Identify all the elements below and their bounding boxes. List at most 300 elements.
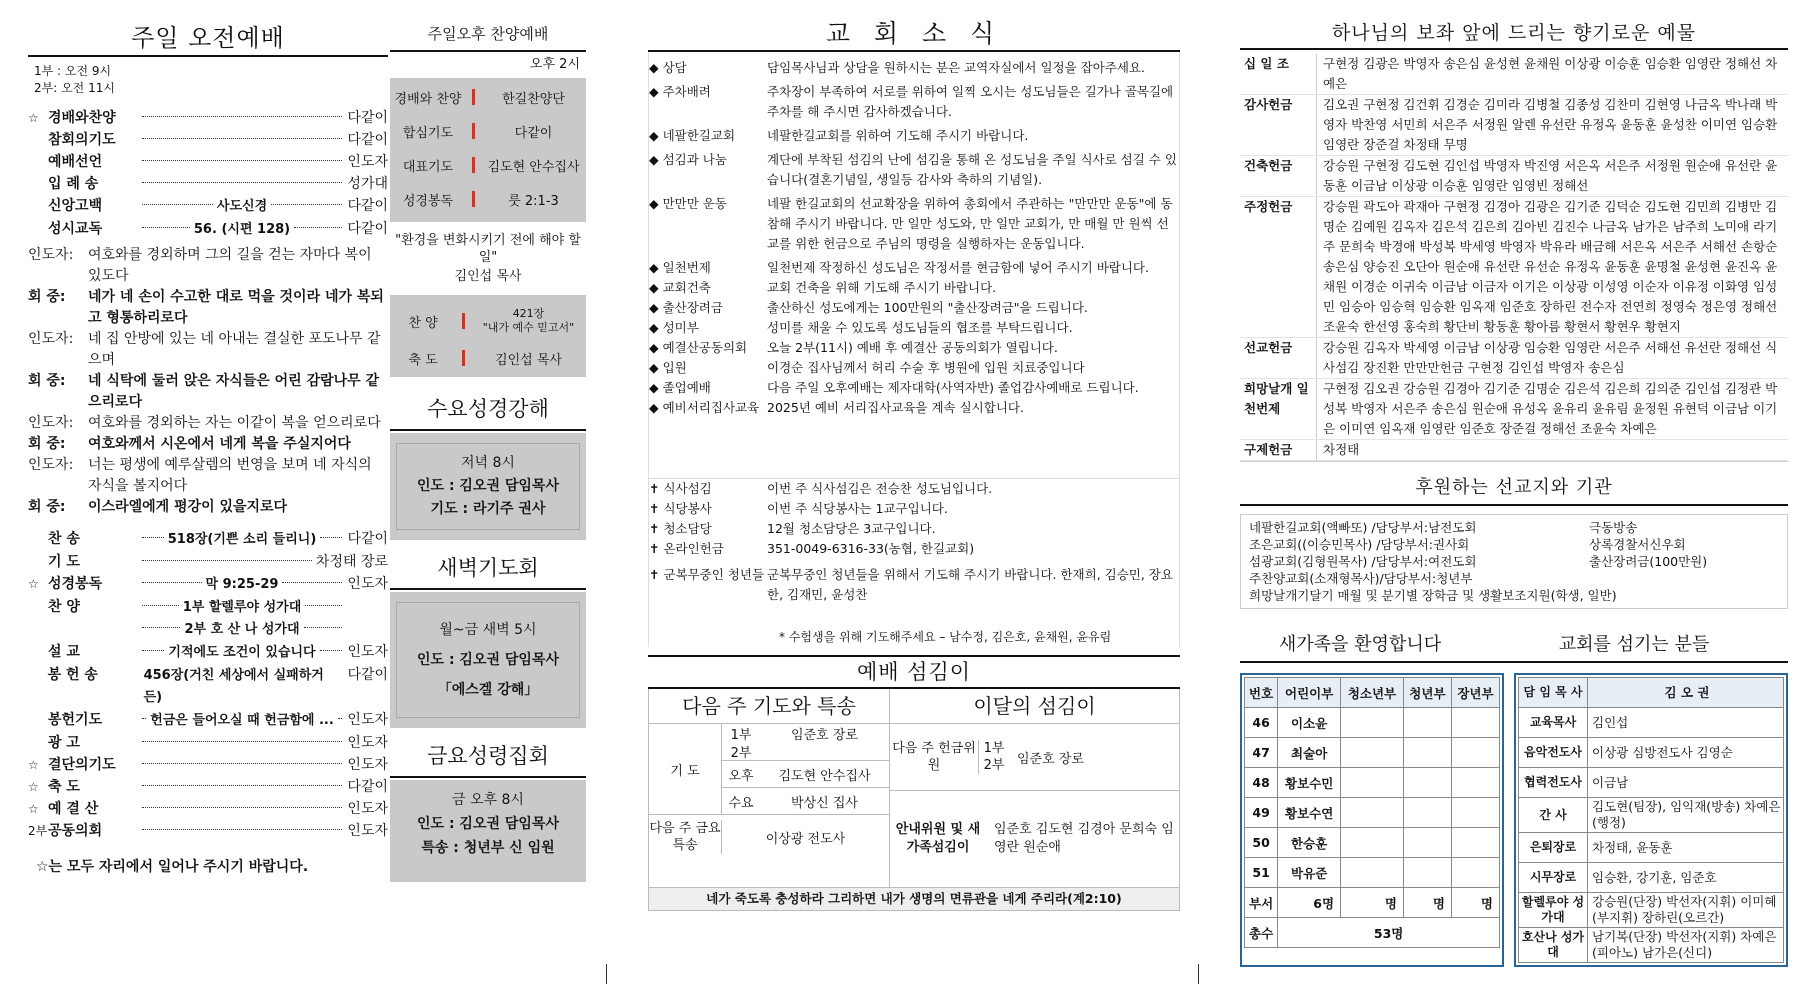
offering-row (1240, 54, 1788, 95)
empty-cell (1451, 768, 1499, 798)
divider-bar (472, 89, 475, 105)
service-item (649, 565, 1179, 605)
servant-names: 강승원(단장) 박선자(지휘) 이미혜(부지휘) 장하린(오르간) (1588, 893, 1784, 928)
dawn-leader: 인도 : 김오권 담임목사 (417, 652, 559, 668)
service-text: 군복무중인 청년들을 위해서 기도해 주시기 바랍니다. 한재희, 김승민, 장요한, 김재민, 윤성찬 (767, 567, 1173, 602)
fri-leader: 인도 : 김오권 담임목사 (417, 816, 559, 832)
time-2: 2부: 오전 11시 (34, 81, 115, 95)
dot-leader (142, 560, 312, 561)
service-item (649, 539, 1179, 559)
dot-leader (142, 718, 146, 719)
dot-leader (271, 204, 342, 205)
wed-leader: 인도 : 김오권 담임목사 (417, 478, 559, 494)
order-row (28, 754, 388, 776)
order-label: 찬 송 (48, 531, 80, 547)
empty-cell (1403, 768, 1451, 798)
news-title: 교 회 소 식 (648, 18, 1180, 52)
fri-special-label: 다음 주 금요특송 (649, 821, 721, 853)
order-row (28, 776, 388, 798)
guide-members: 임준호 김도현 김경아 문희숙 임영란 원순애 (994, 822, 1174, 855)
offering-type: 건축헌금 (1244, 158, 1293, 173)
news-spacer (649, 418, 1179, 478)
row-number: 51 (1245, 858, 1278, 888)
news-text: 네팔 한길교회의 선교확장을 위하여 총회에서 주관하는 "만만만 운동"에 동참해 주시기 바랍니다. 만 일만 성도와, 만 일만 교회가, 만 매월 만 원씩 선교를 위한 헌금으로 주님의 명령을 실행하자는 운동입니다. (767, 196, 1173, 251)
bible-verse: 네가 죽도록 충성하라 그리하면 내가 생명의 면류관을 네게 주리라(계2:10) (649, 887, 1179, 910)
dot-leader (142, 605, 179, 606)
support-item: 상록경찰서신우회 (1589, 537, 1686, 552)
order-leader: 인도자 (347, 823, 388, 839)
dawn-time: 월~금 새벽 5시 (439, 622, 537, 638)
order-row (28, 151, 388, 173)
order-label: 찬 양 (48, 599, 80, 615)
afternoon-label: 성경봉독 (402, 193, 454, 209)
standing-note: ☆는 모두 자리에서 일어나 주시기 바랍니다. (36, 859, 309, 875)
reading-speaker: 회 중: (28, 499, 66, 515)
news-item (649, 278, 1179, 298)
dot-leader (142, 227, 190, 228)
offering-names: 구현정 김광은 박영자 송은심 윤성현 윤채원 이상광 이승훈 임승환 임영란 정해선 차예은 (1316, 54, 1788, 94)
afternoon-order (390, 78, 586, 377)
guide-label: 안내위원 및 새가족섬김이 (895, 822, 981, 855)
newcomer-name: 황보수민 (1278, 768, 1341, 798)
row-number: 47 (1245, 738, 1278, 768)
order-label: 축 도 (48, 779, 80, 795)
reading-text: 여호와를 경외하며 그의 길을 걷는 자마다 복이 있도다 (88, 247, 372, 284)
reading-text: 여호와를 경외하는 자는 이같이 복을 얻으리로다 (88, 415, 381, 431)
offering-row (1240, 440, 1788, 461)
order-marker: ☆ (28, 111, 39, 125)
servant-role: 시무장로 (1519, 863, 1588, 893)
offering-committee-label: 다음 주 헌금위원 (892, 741, 976, 773)
news-item (649, 338, 1179, 358)
afternoon-value: 룻 2:1-3 (508, 193, 559, 209)
servant-row (1519, 893, 1784, 928)
empty-cell (1403, 738, 1451, 768)
prayer-person: 김도현 안수집사 (778, 768, 871, 784)
responsive-reading (28, 245, 388, 518)
prayer-request: * 수험생을 위해 기도해주세요 – 남수정, 김은호, 윤채원, 윤유림 (779, 630, 1112, 644)
empty-cell (1403, 858, 1451, 888)
fri-special: 특송 : 청년부 신 임원 (421, 840, 555, 856)
order-leader: 인도자 (347, 757, 388, 773)
servant-names: 남기복(단장) 박선자(지휘) 차예은(피아노) 남가은(신디) (1588, 928, 1784, 963)
servants-box (1514, 673, 1788, 967)
news-item (649, 126, 1179, 146)
servant-row (1519, 928, 1784, 963)
total-label: 총수 (1245, 918, 1278, 948)
reading-text: 너는 평생에 예루살렘의 번영을 보며 네 자식의 자식을 볼지어다 (88, 457, 372, 494)
prayer-row (722, 761, 889, 788)
divider-bar (462, 350, 465, 366)
news-label: ◆ 상담 (649, 60, 687, 75)
hymn-label: 찬 양 (408, 315, 438, 331)
table-row (1245, 738, 1500, 768)
news-label: ◆ 섬김과 나눔 (649, 152, 727, 167)
order-leader: 성가대 (347, 176, 388, 192)
reading-line (28, 413, 388, 434)
next-prayer-title: 다음 주 기도와 특송 (649, 689, 890, 723)
reading-speaker: 회 중: (28, 289, 66, 305)
afternoon-value: 다같이 (514, 125, 553, 141)
service-label: ✝ 청소담당 (649, 521, 712, 536)
sum-value: 명 (1403, 888, 1451, 918)
news-item (649, 318, 1179, 338)
offering-names: 강승원 김옥자 박세영 이금남 이상광 임승환 임영란 서은주 서해선 유선란 정해선 식사섬김 장진환 만만만헌금 구현정 김인섭 박영자 송은심 (1316, 338, 1788, 378)
offering-row (1240, 379, 1788, 440)
news-text: 주차장이 부족하여 서로를 위하여 일찍 오시는 성도님들은 길가나 골목길에 주차를 해 주시면 감사하겠습니다. (767, 84, 1174, 119)
news-item (649, 398, 1179, 418)
order-label: 성시교독 (48, 221, 103, 237)
order-detail: 518장(기쁜 소리 들리니) (167, 532, 317, 547)
empty-cell (1341, 858, 1404, 888)
blessing-label: 축 도 (408, 352, 438, 368)
offering-committee: 임준호 장로 (1017, 751, 1084, 767)
support-row (1249, 536, 1779, 553)
reading-speaker: 인도자: (28, 247, 74, 263)
prayer-part: 1부 (730, 727, 752, 743)
friday-box (390, 780, 586, 882)
order-row (28, 195, 388, 218)
offering-type: 선교헌금 (1244, 340, 1293, 355)
offering-names: 강승원 구현정 김도현 김인섭 박영자 박진영 서은옥 서은주 서정원 원순애 유선란 윤동훈 이금남 이상광 이승훈 임영란 임영빈 정해선 (1316, 156, 1788, 196)
servants-title: 교회를 섬기는 분들 (1558, 634, 1710, 655)
order-label: 공동의회 (48, 823, 103, 839)
afternoon-row (390, 148, 586, 182)
dot-leader (142, 160, 342, 161)
empty-cell (1451, 708, 1499, 738)
prayer-part: 2부 (730, 745, 752, 761)
order-row (28, 619, 388, 641)
prayer-row (722, 742, 889, 761)
order-label: 입 례 송 (48, 176, 99, 192)
order-label: 설 교 (48, 644, 80, 660)
reading-text: 여호와께서 시온에서 네게 복을 주실지어다 (88, 436, 351, 452)
offering-type: 감사헌금 (1244, 97, 1293, 112)
servant-row (1519, 678, 1784, 708)
wednesday-title: 수요성경강해 (390, 389, 586, 431)
divider-bar (472, 157, 475, 173)
dawn-series: 「에스겔 강해」 (437, 682, 539, 698)
news-label: ◆ 출산장려금 (649, 300, 723, 315)
divider-bar (472, 191, 475, 207)
service-times (28, 63, 388, 97)
newcomer-name: 박유준 (1278, 858, 1341, 888)
table-row (1245, 798, 1500, 828)
newcomer-name: 황보수연 (1278, 798, 1341, 828)
reading-line (28, 329, 388, 371)
table-header: 청년부 (1403, 678, 1451, 708)
servant-role: 호산나 성가대 (1519, 928, 1588, 963)
order-label: 결단의기도 (48, 757, 116, 773)
newcomer-name: 최술아 (1278, 738, 1341, 768)
hymn-name: "내가 예수 믿고서" (482, 321, 575, 334)
service-label: ✝ 식당봉사 (649, 501, 712, 516)
support-title: 후원하는 선교지와 기관 (1240, 472, 1788, 506)
order-label: 봉헌기도 (48, 712, 103, 728)
reading-text: 네 식탁에 둘러 앉은 자식들은 어린 감람나무 같으리로다 (88, 373, 380, 410)
offering-row (1240, 338, 1788, 379)
prayer-part: 오후 (728, 768, 754, 784)
offering-parts: 1부 2부 (978, 740, 1009, 774)
order-row (28, 664, 388, 709)
news-item (649, 298, 1179, 318)
servant-role: 교육목사 (1519, 708, 1588, 738)
news-label: ◆ 졸업예배 (649, 380, 711, 395)
newcomer-table (1244, 677, 1500, 948)
servants-table (648, 689, 1180, 911)
prayer-person: 박상신 집사 (791, 795, 858, 811)
news-label: ◆ 일천번제 (649, 260, 711, 275)
empty-cell (1403, 708, 1451, 738)
dot-leader (142, 785, 342, 786)
news-text: 출산하신 성도에게는 100만원의 "출산장려금"을 드립니다. (767, 300, 1088, 315)
empty-cell (1403, 828, 1451, 858)
dot-leader (320, 650, 342, 651)
servants-list (1518, 677, 1784, 963)
table-row (1245, 828, 1500, 858)
afternoon-row (390, 114, 586, 148)
news-label: ◆ 예비서리집사교육 (649, 400, 760, 415)
order-leader: 인도자 (347, 154, 388, 170)
order-row (28, 129, 388, 151)
empty-cell (1341, 768, 1404, 798)
support-item: 조은교회((이승민목사) /담당부서:권사회 (1249, 537, 1470, 552)
order-label: 성경봉독 (48, 576, 103, 592)
sermon-title: "환경을 변화시키기 전에 해야 할 일" (395, 233, 581, 265)
news-label: ◆ 성미부 (649, 320, 699, 335)
empty-cell (1403, 798, 1451, 828)
news-body (648, 52, 1180, 647)
blessing-value: 김인섭 목사 (495, 352, 562, 368)
total-value: 53명 (1278, 918, 1500, 948)
dot-leader (338, 718, 342, 719)
order-leader: 인도자 (347, 644, 389, 660)
order-marker: ☆ (28, 802, 39, 816)
fri-special-value: 이상광 전도사 (765, 831, 846, 847)
dot-leader (142, 763, 342, 764)
dawn-title: 새벽기도회 (390, 548, 586, 590)
offering-type: 구제헌금 (1244, 442, 1293, 457)
service-label: ✝ 온라인헌금 (649, 541, 724, 556)
empty-cell (1341, 798, 1404, 828)
service-item (649, 499, 1179, 519)
prayer-row (722, 788, 889, 814)
order-row (28, 798, 388, 820)
order-leader: 인도자 (347, 576, 388, 592)
order-label: 신앙고백 (48, 198, 103, 214)
prayer-person: 임준호 장로 (791, 727, 858, 743)
sum-value: 6명 (1278, 888, 1341, 918)
servant-role: 할렐루야 성가대 (1519, 893, 1588, 928)
order-marker: ☆ (28, 780, 39, 794)
order-leader: 인도자 (347, 735, 388, 751)
offering-row (1240, 197, 1788, 338)
reading-speaker: 인도자: (28, 457, 74, 473)
dot-leader (142, 537, 164, 538)
support-item: 네팔한길교회(액빠또) /담당부서:남전도회 (1249, 520, 1477, 535)
table-header: 청소년부 (1341, 678, 1404, 708)
order-row (28, 641, 388, 664)
newcomer-name: 이소윤 (1278, 708, 1341, 738)
order-row (28, 573, 388, 596)
empty-cell (1451, 828, 1499, 858)
offering-type: 십 일 조 (1244, 56, 1289, 71)
newcomer-box (1240, 673, 1504, 967)
empty-cell (1341, 738, 1404, 768)
support-row (1249, 587, 1779, 604)
afternoon-row (390, 80, 586, 114)
order-leader: 인도자 (347, 712, 388, 728)
month-servants-title: 이달의 섬김이 (973, 694, 1096, 718)
order-label: 참회의기도 (48, 132, 116, 148)
reading-speaker: 인도자: (28, 331, 74, 347)
servant-names: 임승환, 강기훈, 임준호 (1588, 863, 1784, 893)
row-number: 49 (1245, 798, 1278, 828)
support-row (1249, 519, 1779, 536)
empty-cell (1451, 798, 1499, 828)
servant-names: 김도현(팀장), 임익재(방송) 차예은(행정) (1588, 798, 1784, 833)
news-text: 오늘 2부(11시) 예배 후 예결산 공동의회가 열립니다. (767, 340, 1058, 355)
servant-names: 이상광 심방전도사 김영순 (1588, 738, 1784, 768)
reading-speaker: 회 중: (28, 373, 66, 389)
table-row (1245, 858, 1500, 888)
news-text: 담임목사님과 상담을 원하시는 분은 교역자실에서 일정을 잡아주세요. (767, 60, 1145, 75)
sum-value: 명 (1341, 888, 1404, 918)
news-item (649, 378, 1179, 398)
order-row (28, 732, 388, 754)
afternoon-value: 김도현 안수집사 (487, 159, 580, 175)
order-row (28, 820, 388, 842)
reading-line (28, 287, 388, 329)
news-text: 네팔한길교회를 위하여 기도해 주시기 바랍니다. (767, 128, 1029, 143)
order-label: 경배와찬양 (48, 110, 116, 126)
service-text: 12월 청소담당은 3교구입니다. (767, 521, 936, 536)
worship-servants-title: 예배 섬김이 (648, 655, 1180, 689)
servant-names: 김 오 권 (1588, 678, 1784, 708)
offering-row (1240, 156, 1788, 197)
offerings-title: 하나님의 보좌 앞에 드리는 향기로운 예물 (1240, 18, 1788, 50)
morning-title: 주일 오전예배 (28, 0, 388, 57)
afternoon-row (390, 182, 586, 216)
afternoon-blessing (390, 341, 586, 375)
dot-leader (320, 537, 342, 538)
dot-leader (305, 605, 342, 606)
order-leader: 다같이 (347, 110, 388, 126)
dot-leader (142, 182, 342, 183)
afternoon-value: 한길찬양단 (502, 91, 565, 107)
row-number: 46 (1245, 708, 1278, 738)
table-header: 어린이부 (1278, 678, 1341, 708)
servant-role: 협력전도사 (1519, 768, 1588, 798)
empty-cell (1451, 738, 1499, 768)
order-label: 예배선언 (48, 154, 103, 170)
sermon-preacher: 김인섭 목사 (454, 269, 522, 284)
offering-names: 구현정 김오권 강승원 김경아 김기준 김명순 김은석 김은희 김의준 김인섭 김정관 박성복 박영자 서은주 송은심 원순애 유성옥 윤유리 윤유림 윤정원 유현덕 이금남 이기은 이미연 임옥재 임영란 임준호 장준걸 정해선 조윤숙 차예은 (1316, 379, 1788, 439)
church-news-panel (648, 18, 1180, 911)
offering-row (1240, 95, 1788, 156)
news-label: ◆ 교회건축 (649, 280, 711, 295)
afternoon-title: 주일오후 찬양예배 (390, 18, 586, 52)
support-item: 희망날개기달기 매월 및 분기별 장학금 및 생활보조지원(학생, 일반) (1249, 588, 1617, 603)
order-leader: 다같이 (347, 531, 389, 547)
news-item (649, 58, 1179, 78)
friday-title: 금요성령집회 (390, 736, 586, 778)
dot-leader (142, 829, 342, 830)
order-marker: ☆ (28, 577, 39, 591)
dot-leader (142, 204, 213, 205)
page-divider (1198, 964, 1199, 984)
servant-names: 이금남 (1588, 768, 1784, 798)
order-leader: 다같이 (347, 779, 388, 795)
order-detail: 헌금은 들어오실 때 헌금함에 ... (150, 713, 334, 728)
news-text: 다음 주일 오후예배는 제자대학(사역자반) 졸업감사예배로 드립니다. (767, 380, 1139, 395)
afternoon-time: 오후 2시 (529, 57, 580, 72)
support-item: 출산장려금(100만원) (1589, 554, 1708, 569)
reading-line (28, 371, 388, 413)
support-row (1249, 553, 1779, 570)
servant-role: 은퇴장로 (1519, 833, 1588, 863)
divider-bar (472, 123, 475, 139)
offering-names: 강승원 곽도아 곽재아 구현정 김경아 김광은 김기준 김덕순 김도현 김민희 김병만 김명순 김예원 김옥자 김은석 김은희 김아빈 김진수 나금옥 남가은 남주희 노미애 라기주 문희숙 박경애 박성복 박세영 박영자 박유라 배금해 서은옥 서은주 서해선 손항순 송은심 양승진 오단아 원순애 유선란 유선순 유정옥 윤동훈 윤명철 윤성현 윤진옥 윤채원 이경순 이귀숙 이금남 이금자 이기은 이상광 이성영 이순자 이유정 이화영 임성민 임승아 임승혁 임승환 임옥재 임준호 장하린 전수자 전연희 정영숙 정은영 정해선 조윤숙 한선영 홍숙희 황단비 황동훈 황아름 황현서 황현우 황현지 (1316, 197, 1788, 337)
support-row (1249, 570, 1779, 587)
order-label: 봉 헌 송 (47, 667, 98, 683)
servant-names: 김인섭 (1588, 708, 1784, 738)
news-text: 이경순 집사님께서 허리 수술 후 병원에 입원 치료중입니다 (767, 360, 1085, 375)
news-label: ◆ 네팔한길교회 (649, 128, 736, 143)
order-of-worship-2 (28, 528, 388, 842)
news-item (649, 82, 1179, 122)
empty-cell (1451, 858, 1499, 888)
order-row (28, 173, 388, 195)
order-row (28, 528, 388, 551)
offering-type: 희망날개 일천번제 (1244, 381, 1309, 416)
dot-leader (282, 582, 342, 583)
order-leader: 인도자 (347, 801, 388, 817)
afternoon-hymn (390, 301, 586, 341)
page-divider (606, 964, 607, 984)
offering-type: 주정헌금 (1244, 199, 1293, 214)
order-of-worship (28, 107, 388, 241)
servant-role: 음악전도사 (1519, 738, 1588, 768)
afternoon-label: 대표기도 (402, 159, 454, 175)
order-marker: ☆ (28, 758, 39, 772)
order-row (28, 596, 388, 619)
dot-leader (142, 138, 342, 139)
order-detail: 막 9:25-29 (205, 577, 279, 592)
hymn-number: 421장 (512, 307, 545, 320)
support-item: 섬광교회(김형원목사) /담당부서:여전도회 (1249, 554, 1477, 569)
servant-names: 차정태, 윤동훈 (1588, 833, 1784, 863)
order-label: 예 결 산 (48, 801, 99, 817)
order-detail: 2부 호 산 나 성가대 (184, 622, 300, 637)
prayer-part: 수요 (728, 795, 754, 811)
service-text: 이번 주 식당봉사는 1교구입니다. (767, 501, 948, 516)
servant-row (1519, 708, 1784, 738)
support-item: 주찬양교회(소재형목사)/담당부서:청년부 (1249, 571, 1473, 586)
dawn-box (390, 592, 586, 728)
reading-speaker: 회 중: (28, 436, 66, 452)
servant-row (1519, 863, 1784, 893)
sunday-morning-panel (28, 0, 388, 876)
order-leader: 다같이 (347, 198, 389, 214)
servant-row (1519, 738, 1784, 768)
table-header: 번호 (1245, 678, 1278, 708)
order-label: 광 고 (48, 735, 80, 751)
table-header: 장년부 (1451, 678, 1499, 708)
servant-role: 담 임 목 사 (1519, 678, 1588, 708)
news-item (649, 258, 1179, 278)
row-number: 48 (1245, 768, 1278, 798)
